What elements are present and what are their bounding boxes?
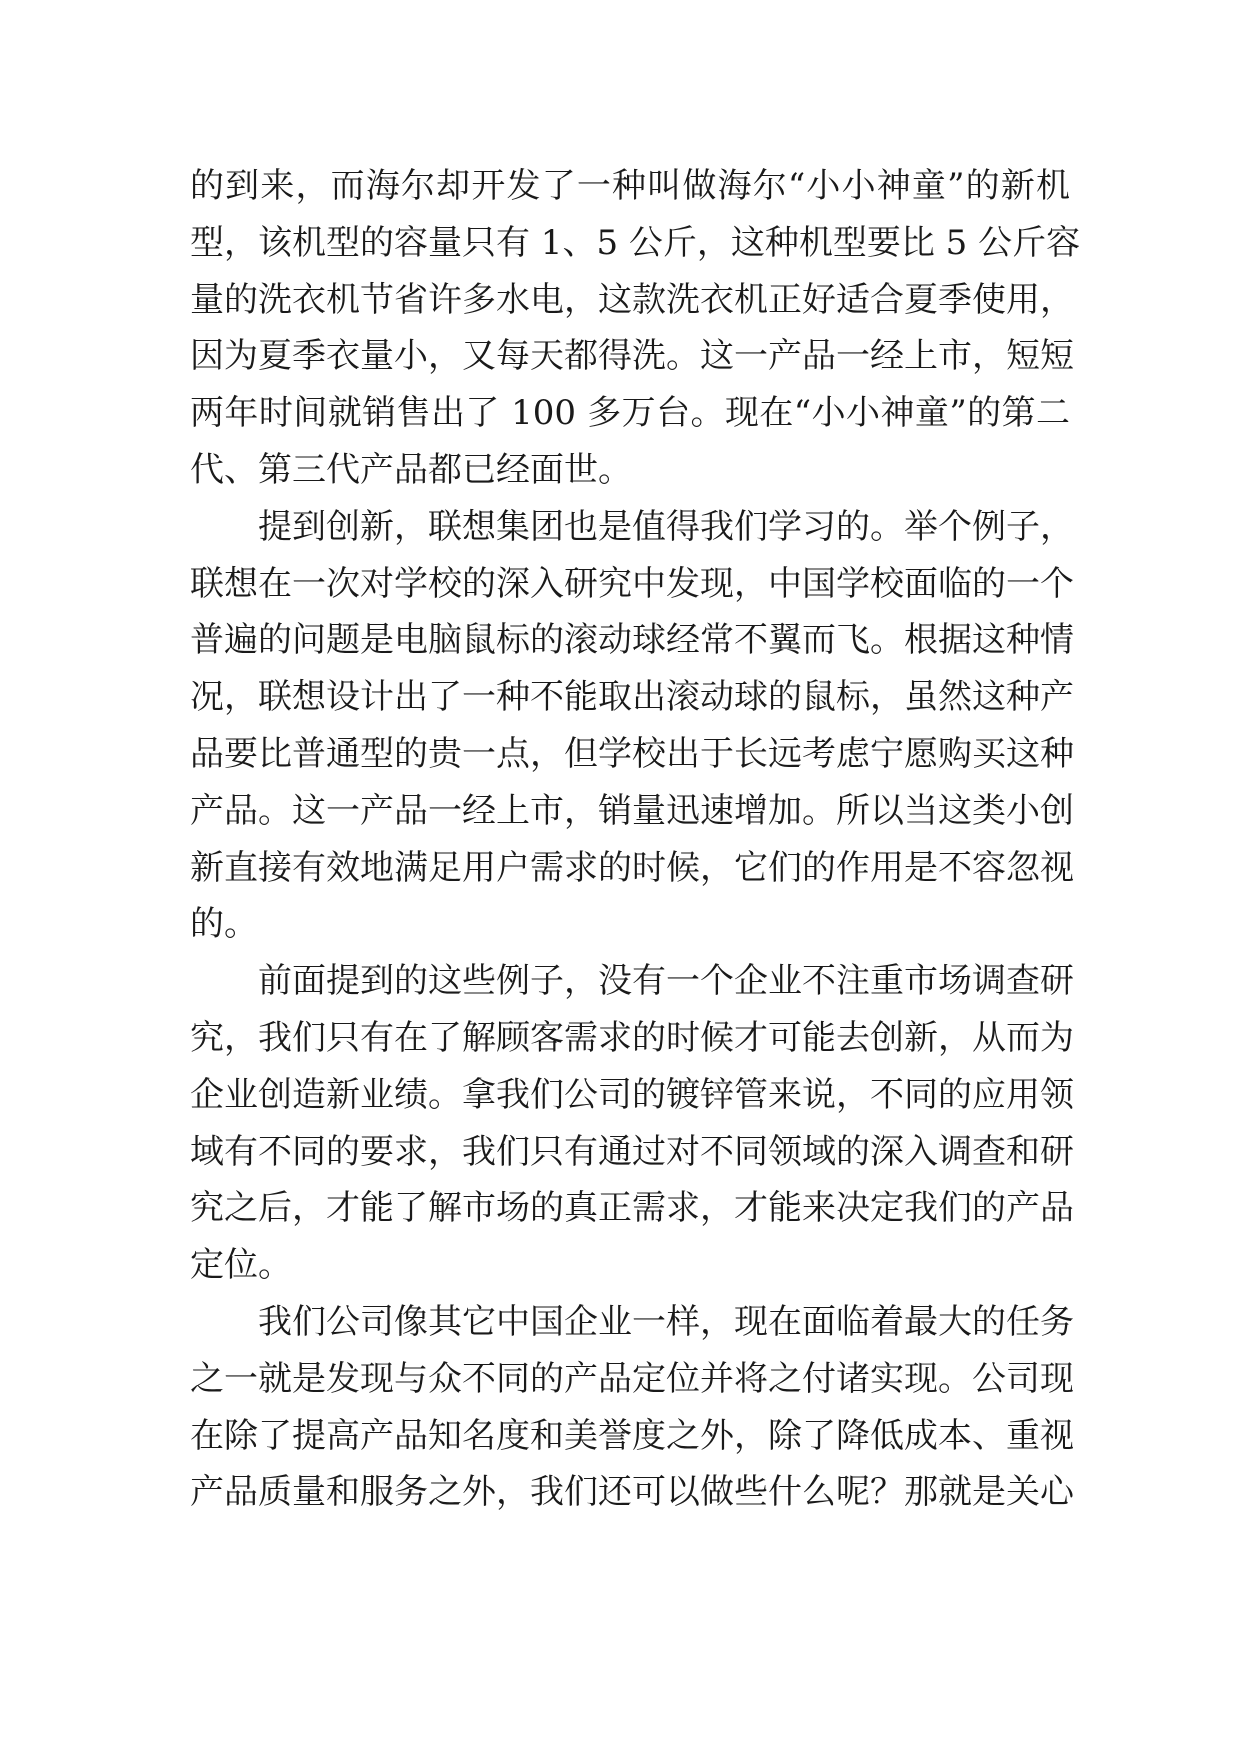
text-line: 定位。 <box>190 1245 292 1286</box>
text-line: 究之后，才能了解市场的真正需求，才能来决定我们的产品 <box>190 1188 1074 1229</box>
text-line: 提到创新，联想集团也是值得我们学习的。举个例子， <box>190 506 1074 547</box>
text-line: 两年时间就销售出了 100 多万台。现在“小小神童”的第二 <box>190 393 1070 434</box>
text-line: 量的洗衣机节省许多水电，这款洗衣机正好适合夏季使用， <box>190 279 1074 320</box>
paragraph <box>190 499 1074 953</box>
text-line: 域有不同的要求，我们只有通过对不同领域的深入调查和研 <box>190 1131 1074 1172</box>
text-line: 因为夏季衣量小，又每天都得洗。这一产品一经上市，短短 <box>190 336 1074 377</box>
text-line: 前面提到的这些例子，没有一个企业不注重市场调查研 <box>190 961 1074 1002</box>
text-line: 在除了提高产品知名度和美誉度之外，除了降低成本、重视 <box>190 1415 1074 1456</box>
text-line: 企业创造新业绩。拿我们公司的镀锌管来说，不同的应用领 <box>190 1074 1074 1115</box>
text-line: 型，该机型的容量只有 1、5 公斤，这种机型要比 5 公斤容 <box>190 222 1081 263</box>
paragraph <box>190 1294 1074 1521</box>
text-line: 品要比普通型的贵一点，但学校出于长远考虑宁愿购买这种 <box>190 733 1074 774</box>
paragraph <box>190 158 1081 499</box>
text-line: 况，联想设计出了一种不能取出滚动球的鼠标，虽然这种产 <box>190 677 1074 718</box>
text-line: 代、第三代产品都已经面世。 <box>190 449 632 490</box>
paragraph <box>190 953 1074 1294</box>
text-line: 普遍的问题是电脑鼠标的滚动球经常不翼而飞。根据这种情 <box>190 620 1074 661</box>
text-line: 联想在一次对学校的深入研究中发现，中国学校面临的一个 <box>190 563 1074 604</box>
text-line: 的。 <box>190 904 258 945</box>
body-text <box>190 158 1081 1521</box>
text-line: 产品质量和服务之外，我们还可以做些什么呢？那就是关心 <box>190 1472 1074 1513</box>
text-line: 新直接有效地满足用户需求的时候，它们的作用是不容忽视 <box>190 847 1074 888</box>
text-line: 究，我们只有在了解顾客需求的时候才可能去创新，从而为 <box>190 1017 1074 1058</box>
text-line: 的到来，而海尔却开发了一种叫做海尔“小小神童”的新机 <box>190 166 1070 206</box>
text-line: 产品。这一产品一经上市，销量迅速增加。所以当这类小创 <box>190 790 1074 831</box>
text-line: 之一就是发现与众不同的产品定位并将之付诸实现。公司现 <box>190 1358 1074 1399</box>
text-line: 我们公司像其它中国企业一样，现在面临着最大的任务 <box>190 1301 1074 1342</box>
